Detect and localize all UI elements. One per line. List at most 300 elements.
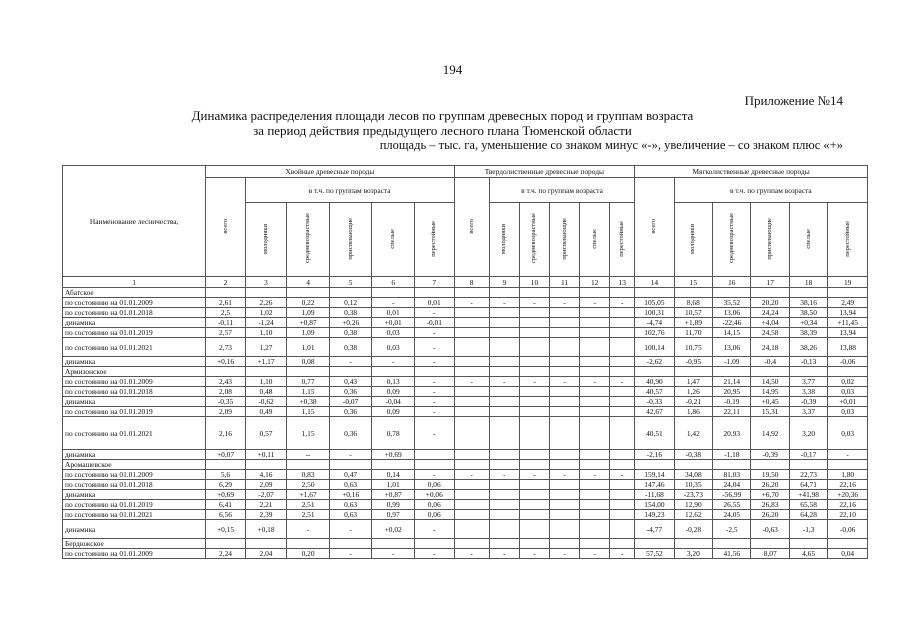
table-row — [63, 407, 868, 417]
table-cell — [454, 450, 489, 460]
table-cell: - — [372, 298, 415, 308]
table-cell — [372, 539, 415, 549]
table-cell: 38,26 — [789, 338, 827, 357]
header-conifer-total: всего — [206, 178, 245, 277]
table-row — [63, 450, 868, 460]
row-label: по состоянию на 01.01.2018 — [63, 387, 206, 397]
table-cell — [287, 460, 330, 470]
row-label: по состоянию на 01.01.2021 — [63, 417, 206, 450]
table-cell: 24,24 — [751, 308, 789, 318]
table-cell: 0,38 — [329, 308, 372, 318]
header-softwood-overmature: перестойные — [828, 203, 868, 277]
table-row — [63, 520, 868, 539]
table-cell — [489, 460, 519, 470]
table-cell — [610, 407, 635, 417]
table-row — [63, 470, 868, 480]
table-cell: 20,20 — [751, 298, 789, 308]
table-cell: 22,16 — [828, 480, 868, 490]
table-cell: -0,21 — [674, 397, 712, 407]
table-cell: 1,09 — [287, 308, 330, 318]
column-number-cell: 4 — [287, 277, 330, 288]
table-cell — [414, 288, 454, 298]
table-cell: - — [414, 328, 454, 338]
table-cell: 0,57 — [245, 417, 287, 450]
table-cell — [635, 367, 674, 377]
table-cell: -0,06 — [828, 520, 868, 539]
row-label: по состоянию на 01.01.2021 — [63, 510, 206, 520]
column-number-cell: 17 — [751, 277, 789, 288]
table-cell: 1,10 — [245, 377, 287, 387]
table-cell — [519, 539, 549, 549]
row-label: динамика — [63, 318, 206, 328]
table-cell: 19,50 — [751, 470, 789, 480]
table-cell: -0,13 — [789, 357, 827, 367]
table-cell: +0,01 — [372, 318, 415, 328]
table-cell — [674, 539, 712, 549]
table-cell: 2,43 — [206, 377, 245, 387]
table-cell — [519, 460, 549, 470]
table-cell: - — [414, 397, 454, 407]
table-cell — [489, 500, 519, 510]
table-cell: 14,50 — [751, 377, 789, 387]
table-cell: - — [287, 520, 330, 539]
table-cell — [789, 367, 827, 377]
table-cell — [580, 480, 610, 490]
table-cell: 0,99 — [372, 500, 415, 510]
table-cell — [751, 539, 789, 549]
table-cell: 21,14 — [713, 377, 751, 387]
table-cell: 0,08 — [287, 357, 330, 367]
table-cell — [519, 288, 549, 298]
table-cell — [245, 460, 287, 470]
forestry-section-row — [63, 539, 868, 549]
table-cell: 1,15 — [287, 387, 330, 397]
table-cell: 1,15 — [287, 417, 330, 450]
table-cell: 3,20 — [674, 549, 712, 559]
header-hardwood-group: Твердолиственные древесные породы — [454, 166, 635, 178]
table-cell — [489, 367, 519, 377]
table-row — [63, 549, 868, 559]
table-cell — [414, 460, 454, 470]
table-cell: - — [580, 549, 610, 559]
table-cell: -0,33 — [635, 397, 674, 407]
table-cell — [610, 539, 635, 549]
table-cell: 6,41 — [206, 500, 245, 510]
table-cell — [580, 500, 610, 510]
table-cell: 0,48 — [245, 387, 287, 397]
table-cell — [550, 288, 580, 298]
table-cell — [519, 308, 549, 318]
table-cell — [489, 308, 519, 318]
table-cell: +0,87 — [287, 318, 330, 328]
row-label: по состоянию на 01.01.2019 — [63, 407, 206, 417]
header-conifer-group: Хвойные древесные породы — [206, 166, 454, 178]
table-cell — [610, 500, 635, 510]
table-cell: - — [610, 549, 635, 559]
table-cell: -11,68 — [635, 490, 674, 500]
table-cell: -1,24 — [245, 318, 287, 328]
header-hardwood-ripening: приспевающие — [550, 203, 580, 277]
table-cell: - — [414, 520, 454, 539]
table-cell: 35,52 — [713, 298, 751, 308]
table-cell: -0,62 — [245, 397, 287, 407]
table-cell: - — [329, 549, 372, 559]
table-cell: 0,09 — [372, 387, 415, 397]
forestry-name: Армизонское — [63, 367, 206, 377]
appendix-label: Приложение №14 — [744, 93, 843, 108]
table-row — [63, 357, 868, 367]
column-number-cell: 6 — [372, 277, 415, 288]
table-cell: - — [414, 308, 454, 318]
table-cell: 41,56 — [713, 549, 751, 559]
table-cell: 105,05 — [635, 298, 674, 308]
table-cell — [454, 387, 489, 397]
table-cell: 10,35 — [674, 480, 712, 490]
table-cell: 40,57 — [635, 387, 674, 397]
table-cell: 2,08 — [206, 387, 245, 397]
table-cell: +6,70 — [751, 490, 789, 500]
table-cell: +0,18 — [245, 520, 287, 539]
table-cell: 14,15 — [713, 328, 751, 338]
header-conifer-middle: средневозрастные — [287, 203, 330, 277]
table-cell — [580, 318, 610, 328]
table-cell: - — [519, 377, 549, 387]
table-cell: 0,63 — [329, 480, 372, 490]
header-softwood-group: Мягколиственные древесные породы — [635, 166, 868, 178]
table-cell — [519, 407, 549, 417]
forestry-name: Абатское — [63, 288, 206, 298]
table-cell: 100,31 — [635, 308, 674, 318]
table-cell: - — [372, 357, 415, 367]
table-cell: 4,65 — [789, 549, 827, 559]
table-cell: - — [454, 298, 489, 308]
table-row — [63, 387, 868, 397]
table-cell: 0,02 — [828, 377, 868, 387]
table-cell — [713, 288, 751, 298]
table-cell — [454, 520, 489, 539]
table-cell — [828, 460, 868, 470]
table-cell — [489, 338, 519, 357]
table-cell: - — [550, 549, 580, 559]
table-cell: 1,01 — [372, 480, 415, 490]
table-cell: 1,27 — [245, 338, 287, 357]
table-cell — [610, 318, 635, 328]
header-hardwood-mature: спелые — [580, 203, 610, 277]
table-cell: 0,03 — [828, 387, 868, 397]
table-cell — [287, 539, 330, 549]
row-label: динамика — [63, 490, 206, 500]
table-cell — [580, 520, 610, 539]
column-number-row — [63, 277, 868, 288]
table-cell: - — [610, 470, 635, 480]
table-cell — [245, 539, 287, 549]
header-hardwood-overmature: перестойные — [610, 203, 635, 277]
table-cell: 20,95 — [713, 387, 751, 397]
table-cell: 22,10 — [828, 510, 868, 520]
table-cell — [454, 480, 489, 490]
table-cell: 102,76 — [635, 328, 674, 338]
table-cell: 38,50 — [789, 308, 827, 318]
table-cell: - — [489, 298, 519, 308]
table-cell: 2,51 — [287, 510, 330, 520]
table-cell: - — [550, 470, 580, 480]
table-cell — [610, 520, 635, 539]
table-cell: 38,39 — [789, 328, 827, 338]
table-cell — [610, 387, 635, 397]
table-cell: 26,83 — [751, 500, 789, 510]
table-row — [63, 308, 868, 318]
table-cell: 8,68 — [674, 298, 712, 308]
table-cell: - — [329, 520, 372, 539]
table-cell: -0,95 — [674, 357, 712, 367]
table-cell — [519, 367, 549, 377]
table-cell: 0,38 — [329, 338, 372, 357]
table-cell: +1,67 — [287, 490, 330, 500]
table-cell — [550, 318, 580, 328]
table-cell — [489, 387, 519, 397]
header-conifer-overmature: перестойные — [414, 203, 454, 277]
table-cell: 0,78 — [372, 417, 415, 450]
table-cell: 0,14 — [372, 470, 415, 480]
table-cell — [580, 288, 610, 298]
row-label: динамика — [63, 520, 206, 539]
table-cell: 0,06 — [414, 510, 454, 520]
table-cell — [610, 288, 635, 298]
table-cell: 2,5 — [206, 308, 245, 318]
table-cell — [454, 357, 489, 367]
forestry-section-row — [63, 460, 868, 470]
table-cell: 22,73 — [789, 470, 827, 480]
header-conifer-by-age: в т.ч. по группам возраста — [245, 178, 454, 203]
table-cell: 0,03 — [828, 417, 868, 450]
column-number-cell: 13 — [610, 277, 635, 288]
table-cell: 100,14 — [635, 338, 674, 357]
table-cell: 0,01 — [414, 298, 454, 308]
table-cell: - — [454, 549, 489, 559]
table-cell — [550, 460, 580, 470]
table-cell — [519, 387, 549, 397]
header-softwood-ripening: приспевающие — [751, 203, 789, 277]
table-cell: -0,04 — [372, 397, 415, 407]
header-forestry-name: Наименование лесничества, — [63, 166, 206, 277]
table-cell — [550, 407, 580, 417]
header-hardwood-total: всего — [454, 178, 489, 277]
header-softwood-total: всего — [635, 178, 674, 277]
table-cell: 0,63 — [329, 500, 372, 510]
table-cell: 13,88 — [828, 338, 868, 357]
table-cell: 149,23 — [635, 510, 674, 520]
table-cell — [580, 510, 610, 520]
table-cell — [519, 450, 549, 460]
table-cell: 0,97 — [372, 510, 415, 520]
column-number-cell: 7 — [414, 277, 454, 288]
table-cell: +0,87 — [372, 490, 415, 500]
table-cell: -56,99 — [713, 490, 751, 500]
table-cell: 64,71 — [789, 480, 827, 490]
table-cell: 13,94 — [828, 308, 868, 318]
table-cell: 0,22 — [287, 298, 330, 308]
table-cell — [489, 417, 519, 450]
table-cell: +1,17 — [245, 357, 287, 367]
table-cell: 0,03 — [372, 328, 415, 338]
table-cell — [454, 328, 489, 338]
row-label: по состоянию на 01.01.2018 — [63, 308, 206, 318]
table-cell — [550, 417, 580, 450]
table-cell: - — [519, 470, 549, 480]
row-label: по состоянию на 01.01.2019 — [63, 328, 206, 338]
table-cell — [245, 367, 287, 377]
table-cell: -0,28 — [674, 520, 712, 539]
table-cell — [751, 288, 789, 298]
table-cell — [580, 387, 610, 397]
table-cell: -1,18 — [713, 450, 751, 460]
page-number: 194 — [442, 62, 463, 77]
table-cell — [206, 288, 245, 298]
table-cell: +4,04 — [751, 318, 789, 328]
column-number-cell: 2 — [206, 277, 245, 288]
table-cell — [674, 288, 712, 298]
table-cell: 2,49 — [828, 298, 868, 308]
table-cell — [519, 328, 549, 338]
table-cell: 0,13 — [372, 377, 415, 387]
table-cell — [489, 490, 519, 500]
table-cell: 14,95 — [751, 387, 789, 397]
table-cell: 2,73 — [206, 338, 245, 357]
table-cell — [287, 288, 330, 298]
table-cell: 0,09 — [372, 407, 415, 417]
document-title-line-1: Динамика распределения площади лесов по группам древесных пород и группам возраста — [191, 108, 694, 123]
table-cell — [414, 539, 454, 549]
header-softwood-by-age: в т.ч. по группам возраста — [674, 178, 867, 203]
table-cell — [454, 397, 489, 407]
table-cell: 0,63 — [329, 510, 372, 520]
table-cell: - — [489, 470, 519, 480]
table-cell: 12,62 — [674, 510, 712, 520]
table-cell — [454, 490, 489, 500]
table-cell — [610, 417, 635, 450]
table-cell: 147,46 — [635, 480, 674, 490]
table-cell: 0,01 — [372, 308, 415, 318]
table-cell — [580, 357, 610, 367]
table-cell: 2,26 — [245, 298, 287, 308]
table-cell — [610, 450, 635, 460]
table-cell: - — [519, 298, 549, 308]
table-cell: +20,36 — [828, 490, 868, 500]
table-cell: +11,45 — [828, 318, 868, 328]
table-cell: 42,67 — [635, 407, 674, 417]
table-cell — [454, 417, 489, 450]
table-cell: 2,50 — [287, 480, 330, 490]
table-cell — [519, 500, 549, 510]
table-cell — [789, 288, 827, 298]
table-cell — [372, 367, 415, 377]
table-cell — [245, 288, 287, 298]
table-cell: 12,90 — [674, 500, 712, 510]
table-cell: -0,06 — [828, 357, 868, 367]
table-cell: 38,16 — [789, 298, 827, 308]
table-cell — [206, 460, 245, 470]
table-cell: +0,11 — [245, 450, 287, 460]
table-cell — [489, 480, 519, 490]
table-cell: - — [414, 377, 454, 387]
column-number-cell: 5 — [329, 277, 372, 288]
table-row — [63, 377, 868, 387]
table-cell — [828, 367, 868, 377]
table-cell — [550, 357, 580, 367]
table-cell — [713, 460, 751, 470]
table-cell: 64,28 — [789, 510, 827, 520]
table-cell — [635, 288, 674, 298]
header-conifer-mature: спелые — [372, 203, 415, 277]
table-row — [63, 298, 868, 308]
table-cell: 3,20 — [789, 417, 827, 450]
table-cell — [454, 288, 489, 298]
table-cell: +0,06 — [414, 490, 454, 500]
table-cell: 34,08 — [674, 470, 712, 480]
table-cell: - — [580, 298, 610, 308]
table-cell: -0,35 — [206, 397, 245, 407]
table-row — [63, 397, 868, 407]
table-row — [63, 318, 868, 328]
table-cell: 1,26 — [674, 387, 712, 397]
table-cell: 0,03 — [828, 407, 868, 417]
table-cell: +0,45 — [751, 397, 789, 407]
table-cell: 0,43 — [329, 377, 372, 387]
table-cell: 20,93 — [713, 417, 751, 450]
table-row — [63, 480, 868, 490]
row-label: по состоянию на 01.01.2009 — [63, 549, 206, 559]
header-conifer-young: молодняки — [245, 203, 287, 277]
table-cell — [610, 480, 635, 490]
table-cell: 5,6 — [206, 470, 245, 480]
table-cell: - — [610, 377, 635, 387]
forestry-section-row — [63, 367, 868, 377]
table-cell: -0,4 — [751, 357, 789, 367]
table-cell — [580, 417, 610, 450]
row-label: динамика — [63, 397, 206, 407]
table-cell: - — [414, 470, 454, 480]
table-cell — [635, 539, 674, 549]
table-cell: 2,61 — [206, 298, 245, 308]
column-number-cell: 15 — [674, 277, 712, 288]
table-cell: - — [329, 357, 372, 367]
header-softwood-mature: спелые — [789, 203, 827, 277]
table-cell: -0,63 — [751, 520, 789, 539]
table-cell — [414, 450, 454, 460]
table-cell — [519, 480, 549, 490]
table-cell: 24,18 — [751, 338, 789, 357]
table-cell: 0,12 — [329, 298, 372, 308]
table-cell — [454, 510, 489, 520]
table-cell: 2,09 — [245, 480, 287, 490]
table-cell — [580, 490, 610, 500]
table-cell: -4,77 — [635, 520, 674, 539]
table-row — [63, 328, 868, 338]
table-cell: - — [414, 387, 454, 397]
column-number-cell: 18 — [789, 277, 827, 288]
table-cell: 22,11 — [713, 407, 751, 417]
table-cell: 3,37 — [789, 407, 827, 417]
table-cell: -22,46 — [713, 318, 751, 328]
table-cell: - — [414, 549, 454, 559]
table-cell: 13,94 — [828, 328, 868, 338]
table-cell — [550, 308, 580, 318]
table-cell — [519, 490, 549, 500]
table-cell: 26,20 — [751, 480, 789, 490]
table-cell — [580, 338, 610, 357]
table-cell: 159,14 — [635, 470, 674, 480]
table-cell: 24,04 — [713, 480, 751, 490]
